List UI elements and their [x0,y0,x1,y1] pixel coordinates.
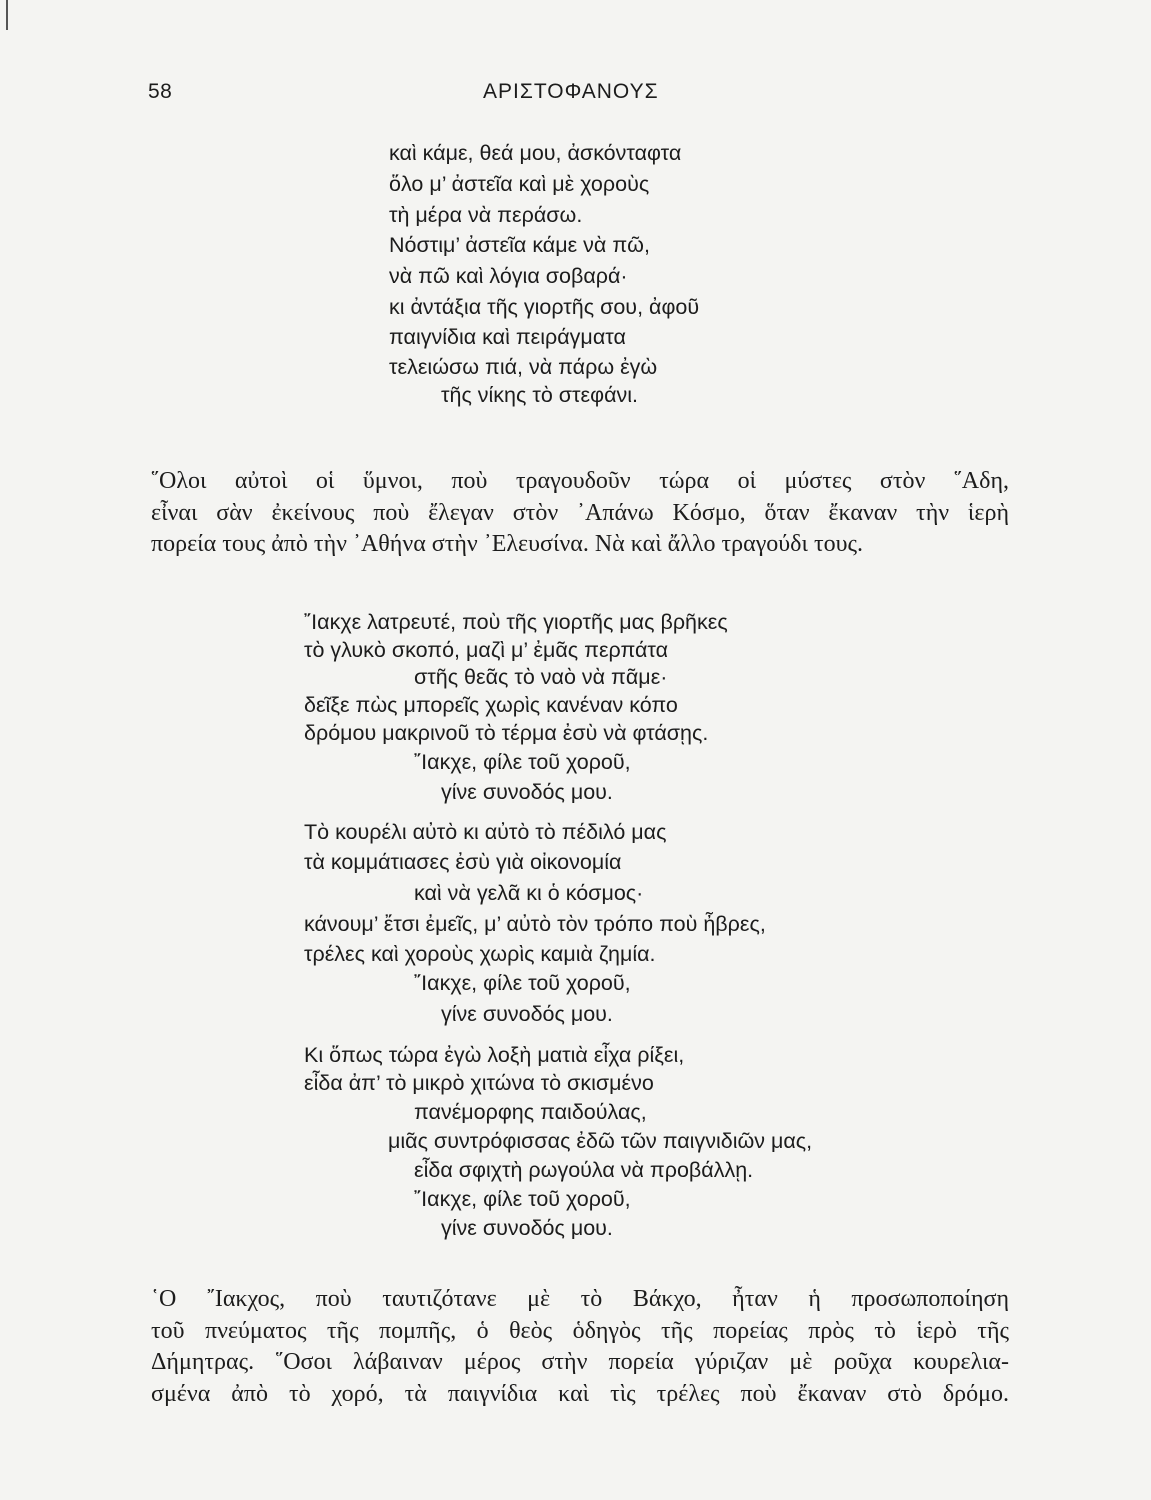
verse-line: ῎Ιακχε λατρευτέ, ποὺ τῆς γιορτῆς μας βρῆκες [304,610,728,634]
margin-mark [6,0,8,30]
verse-line: δρόμου μακρινοῦ τὸ τέρμα ἐσὺ νὰ φτάσῃς. [304,721,709,745]
verse-line: τρέλες καὶ χοροὺς χωρὶς καμιὰ ζημία. [304,942,656,966]
verse-line: στῆς θεᾶς τὸ ναὸ νὰ πᾶμε· [414,665,668,689]
verse-line: παιγνίδια καὶ πειράγματα [389,325,626,349]
prose-line: ῾Ο ῎Ιακχος, ποὺ ταυτιζότανε μὲ τὸ Βάκχο, ἦταν ἡ προσωποποίηση [151,1286,1009,1312]
verse-line: ῎Ιακχε, φίλε τοῦ χοροῦ, [414,971,631,995]
prose-paragraph-1 [151,466,1009,561]
prose-line: πορεία τους ἀπὸ τὴν ᾿Αθήνα στὴν ᾿Ελευσίνα. Νὰ καὶ ἄλλο τραγούδι τους. [151,531,863,557]
verse-line: πανέμορφης παιδούλας, [414,1100,647,1124]
verse-line: Νόστιμ’ ἀστεῖα κάμε νὰ πῶ, [389,233,650,257]
prose-line: Δήμητρας. ῞Οσοι λάβαιναν μέρος στὴν πορεία γύριζαν μὲ ροῦχα κουρελια- [151,1349,1009,1375]
verse-line: κάνουμ’ ἔτσι ἐμεῖς, μ’ αὐτὸ τὸν τρόπο ποὺ ἦβρες, [304,912,766,936]
page-number: 58 [148,80,173,103]
verse-line: καὶ κάμε, θεά μου, ἀσκόνταφτα [389,141,682,165]
verse-line: κι ἀντάξια τῆς γιορτῆς σου, ἀφοῦ [389,295,700,319]
verse-line: μιᾶς συντρόφισσας ἐδῶ τῶν παιγνιδιῶν μας, [388,1129,813,1153]
verse-line: τῆς νίκης τὸ στεφάνι. [441,383,638,407]
verse-line: Κι ὅπως τώρα ἐγὼ λοξὴ ματιὰ εἶχα ρίξει, [304,1043,685,1067]
verse-line: νὰ πῶ καὶ λόγια σοβαρά· [389,264,628,288]
prose-line: ῞Ολοι αὐτοὶ οἱ ὕμνοι, ποὺ τραγουδοῦν τώρα οἱ μύστες στὸν ῞Αδη, [151,468,1009,494]
verse-line: καὶ νὰ γελᾶ κι ὁ κόσμος· [414,881,644,905]
verse-line: γίνε συνοδός μου. [441,1002,613,1026]
prose-line: σμένα ἀπὸ τὸ χορό, τὰ παιγνίδια καὶ τὶς τρέλες ποὺ ἔκαναν στὸ δρόμο. [151,1380,1009,1407]
running-title: ΑΡΙΣΤΟΦΑΝΟΥΣ [483,80,659,103]
verse-line: εἶδα σφιχτὴ ρωγούλα νὰ προβάλλῃ. [414,1158,754,1182]
verse-line: τελειώσω πιά, νὰ πάρω ἐγὼ [389,355,658,379]
prose-line: τοῦ πνεύματος τῆς πομπῆς, ὁ θεὸς ὁδηγὸς τῆς πορείας πρὸς τὸ ἱερὸ τῆς [151,1317,1009,1344]
verse-line: ὅλο μ’ ἀστεῖα καὶ μὲ χοροὺς [389,172,650,196]
verse-line: τὴ μέρα νὰ περάσω. [389,203,583,227]
verse-line: τὰ κομμάτιασες ἐσὺ γιὰ οἰκονομία [304,850,622,874]
prose-line: εἶναι σὰν ἐκείνους ποὺ ἔλεγαν στὸν ᾿Απάνω Κόσμο, ὅταν ἔκαναν τὴν ἱερὴ [151,499,1009,526]
verse-line: ῎Ιακχε, φίλε τοῦ χοροῦ, [414,750,631,774]
verse-line: Τὸ κουρέλι αὐτὸ κι αὐτὸ τὸ πέδιλό μας [304,820,667,844]
prose-paragraph-2 [151,1284,1009,1410]
verse-line: τὸ γλυκὸ σκοπό, μαζὶ μ’ ἐμᾶς περπάτα [304,638,669,662]
verse-line: δεῖξε πὼς μπορεῖς χωρὶς κανέναν κόπο [304,693,678,717]
verse-line: εἶδα ἀπ’ τὸ μικρὸ χιτώνα τὸ σκισμένο [304,1071,654,1095]
verse-line: γίνε συνοδός μου. [441,1216,613,1240]
verse-line: γίνε συνοδός μου. [441,780,613,804]
verse-line: ῎Ιακχε, φίλε τοῦ χοροῦ, [414,1187,631,1211]
